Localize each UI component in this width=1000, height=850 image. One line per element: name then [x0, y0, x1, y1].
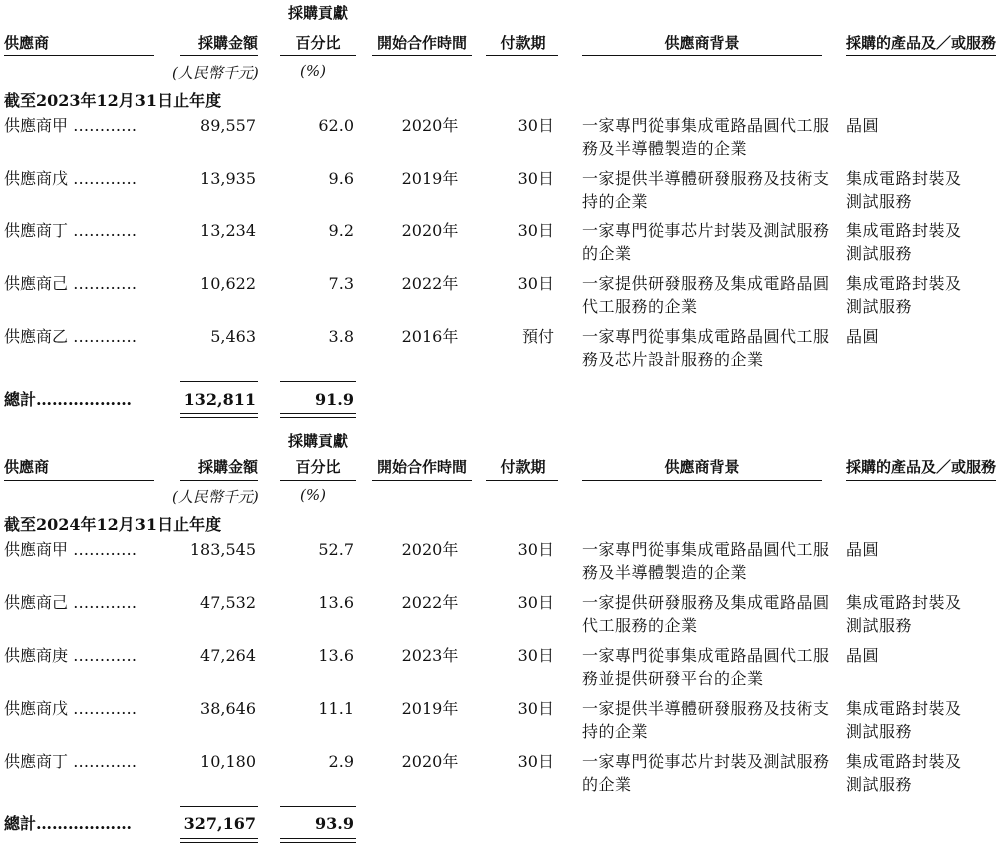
products-services: 集成電路封裝及測試服務	[846, 169, 962, 211]
payment-term: 30日	[517, 221, 554, 240]
supplier-background: 一家提供半導體研發服務及技術支持的企業	[582, 699, 830, 741]
products-services: 晶圓	[846, 116, 880, 135]
supplier-name: 供應商乙 …………	[4, 327, 138, 346]
total-double-rule-amount	[180, 838, 258, 843]
supplier-background: 一家提供研發服務及集成電路晶圓代工服務的企業	[582, 593, 830, 635]
payment-term: 30日	[517, 116, 554, 135]
purchase-pct: 9.6	[328, 169, 354, 188]
supplier-name: 供應商丁 …………	[4, 752, 138, 771]
header-pct-line2: 百分比	[295, 458, 341, 476]
start-year: 2022年	[401, 593, 459, 612]
header-rule-pct	[280, 55, 356, 56]
header-rule-products	[846, 55, 996, 56]
payment-term: 30日	[517, 699, 554, 718]
payment-term: 預付	[521, 327, 554, 346]
products-services: 集成電路封裝及測試服務	[846, 699, 962, 741]
total-double-rule-amount	[180, 413, 258, 418]
payment-term: 30日	[517, 593, 554, 612]
supplier-name: 供應商丁 …………	[4, 221, 138, 240]
purchase-amount: 13,935	[200, 169, 256, 188]
supplier-name: 供應商甲 …………	[4, 540, 138, 559]
supplier-name: 供應商己 …………	[4, 274, 138, 293]
header-rule-start	[372, 55, 472, 56]
header-start-time: 開始合作時間	[376, 34, 467, 52]
supplier-background: 一家提供半導體研發服務及技術支持的企業	[582, 169, 830, 211]
table-row	[0, 325, 1000, 377]
products-services: 晶圓	[846, 327, 880, 346]
payment-term: 30日	[517, 752, 554, 771]
total-row	[0, 812, 1000, 842]
supplier-name: 供應商己 …………	[4, 593, 138, 612]
header-rule-payment	[486, 55, 558, 56]
header-supplier: 供應商	[4, 34, 50, 52]
header-amount: 採購金額	[197, 34, 258, 52]
header-rule-start	[372, 480, 472, 481]
start-year: 2020年	[401, 752, 459, 771]
start-year: 2022年	[401, 274, 459, 293]
header-rule-pct	[280, 480, 356, 481]
total-pct: 93.9	[315, 814, 354, 833]
purchase-pct: 9.2	[328, 221, 354, 240]
products-services: 晶圓	[846, 540, 880, 559]
purchase-amount: 47,532	[200, 593, 256, 612]
header-supplier: 供應商	[4, 458, 50, 476]
header-rule-amount	[180, 480, 258, 481]
supplier-background: 一家專門從事集成電路晶圓代工服務及半導體製造的企業	[582, 540, 830, 582]
unit-amount: (人民幣千元)	[172, 64, 259, 82]
header-rule-payment	[486, 480, 558, 481]
purchase-amount: 89,557	[200, 116, 256, 135]
total-top-rule-amount	[180, 806, 258, 807]
header-background: 供應商背景	[664, 34, 740, 52]
supplier-name: 供應商戊 …………	[4, 699, 138, 718]
purchase-amount: 47,264	[200, 646, 256, 665]
products-services: 晶圓	[846, 646, 880, 665]
total-amount: 327,167	[183, 814, 256, 833]
supplier-background: 一家專門從事集成電路晶圓代工服務及芯片設計服務的企業	[582, 327, 830, 369]
table-row	[0, 272, 1000, 324]
products-services: 集成電路封裝及測試服務	[846, 274, 962, 316]
start-year: 2023年	[401, 646, 459, 665]
total-top-rule-pct	[280, 381, 356, 382]
table-row	[0, 114, 1000, 166]
table-row	[0, 697, 1000, 749]
table-row	[0, 750, 1000, 802]
purchase-pct: 13.6	[318, 593, 354, 612]
header-rule-amount	[180, 55, 258, 56]
unit-pct: (%)	[300, 62, 326, 80]
purchase-amount: 5,463	[210, 327, 256, 346]
purchase-pct: 3.8	[328, 327, 354, 346]
payment-term: 30日	[517, 540, 554, 559]
purchase-pct: 11.1	[318, 699, 354, 718]
total-top-rule-pct	[280, 806, 356, 807]
total-top-rule-amount	[180, 381, 258, 382]
supplier-background: 一家專門從事芯片封裝及測試服務的企業	[582, 752, 830, 794]
purchase-amount: 10,622	[200, 274, 256, 293]
total-label: 總計………………	[4, 814, 133, 833]
header-payment-term: 付款期	[500, 458, 546, 476]
period-label: 截至2024年12月31日止年度	[4, 515, 222, 534]
products-services: 集成電路封裝及測試服務	[846, 752, 962, 794]
payment-term: 30日	[517, 274, 554, 293]
total-double-rule-pct	[280, 413, 356, 418]
start-year: 2016年	[401, 327, 459, 346]
table-row	[0, 591, 1000, 643]
purchase-amount: 10,180	[200, 752, 256, 771]
header-products: 採購的產品及／或服務	[846, 458, 997, 476]
supplier-name: 供應商甲 …………	[4, 116, 138, 135]
products-services: 集成電路封裝及測試服務	[846, 593, 962, 635]
supplier-background: 一家專門從事集成電路晶圓代工服務及半導體製造的企業	[582, 116, 830, 158]
header-amount: 採購金額	[197, 458, 258, 476]
purchase-amount: 38,646	[200, 699, 256, 718]
header-background: 供應商背景	[664, 458, 740, 476]
total-double-rule-pct	[280, 838, 356, 843]
payment-term: 30日	[517, 646, 554, 665]
purchase-amount: 183,545	[189, 540, 256, 559]
header-rule-supplier	[4, 480, 154, 481]
purchase-amount: 13,234	[200, 221, 256, 240]
header-rule-supplier	[4, 55, 154, 56]
total-label: 總計………………	[4, 390, 133, 409]
total-row	[0, 388, 1000, 418]
payment-term: 30日	[517, 169, 554, 188]
header-start-time: 開始合作時間	[376, 458, 467, 476]
header-pct-line2: 百分比	[295, 34, 341, 52]
purchase-pct: 2.9	[328, 752, 354, 771]
header-pct-line1: 採購貢獻	[287, 432, 348, 450]
products-services: 集成電路封裝及測試服務	[846, 221, 962, 263]
header-payment-term: 付款期	[500, 34, 546, 52]
purchase-pct: 7.3	[328, 274, 354, 293]
supplier-background: 一家專門從事集成電路晶圓代工服務並提供研發平台的企業	[582, 646, 830, 688]
start-year: 2020年	[401, 116, 459, 135]
table-row	[0, 538, 1000, 590]
start-year: 2019年	[401, 699, 459, 718]
period-label: 截至2023年12月31日止年度	[4, 91, 222, 110]
header-products: 採購的產品及／或服務	[846, 34, 997, 52]
purchase-pct: 13.6	[318, 646, 354, 665]
header-rule-background	[582, 480, 822, 481]
table-row	[0, 644, 1000, 696]
start-year: 2020年	[401, 540, 459, 559]
total-amount: 132,811	[183, 390, 256, 409]
header-rule-background	[582, 55, 822, 56]
supplier-background: 一家專門從事芯片封裝及測試服務的企業	[582, 221, 830, 263]
header-pct-line1: 採購貢獻	[287, 4, 348, 22]
purchase-pct: 62.0	[318, 116, 354, 135]
table-row	[0, 167, 1000, 219]
supplier-name: 供應商庚 …………	[4, 646, 138, 665]
unit-pct: (%)	[300, 486, 326, 504]
start-year: 2019年	[401, 169, 459, 188]
table-row	[0, 219, 1000, 271]
supplier-background: 一家提供研發服務及集成電路晶圓代工服務的企業	[582, 274, 830, 316]
total-pct: 91.9	[315, 390, 354, 409]
supplier-name: 供應商戊 …………	[4, 169, 138, 188]
unit-amount: (人民幣千元)	[172, 488, 259, 506]
start-year: 2020年	[401, 221, 459, 240]
header-rule-products	[846, 480, 996, 481]
purchase-pct: 52.7	[318, 540, 354, 559]
